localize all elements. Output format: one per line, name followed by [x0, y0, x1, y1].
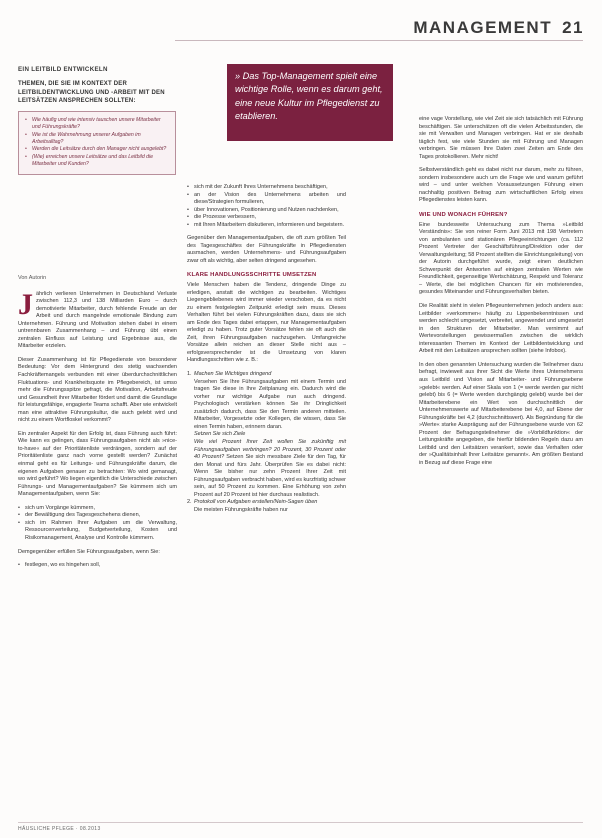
box-heading: THEMEN, DIE SIE IM KONTEXT DER LEITBILDENTWICKLUNG UND -ARBEIT MIT DEN LEITSÄTZEN ANSPRECHEN SOLLTEN:	[18, 81, 165, 105]
paragraph: Selbstverständlich geht es dabei nicht nur darum, mehr zu führen, sondern insbesondere auch um die Frage wie und warum geführt wird – und unter welchen Voraussetzungen Führung einen nachhaltig positiven Beitrag zum wirtschaftlichen Erfolg eines Pflegedienstes leisten kann.	[419, 167, 583, 204]
column-3	[419, 116, 583, 474]
paragraph: In den oben genannten Untersuchung wurden die Teilnehmer dazu befragt, inwieweit aus ihrer Sicht die Werte ihres Unternehmens aus Leitbild und Vision auf Mitarbeiter- und Führungsebene »gelebt« werden. Auf einer Skala von 1 (= werde werden gar nicht gelebt) bis 6 (= Werte werden durchgängig gelebt) wurde bei der Mitarbeiterebene ein Wert von durchschnittlich der Unternehmenswerte auf Mitarbeiterebene bei 4,0, auf Ebene der Führungskräfte bei 4,2 (durchschnittswert). Als Begründung für die »Werte« starke Ausprägung auf der Führungsebene wurde von 62 Prozent der Befragungsteilnehmer die »Vorbildfunktion« der Leitungskräfte angegeben, die hierfür bildenden Regeln dazu am Leitbild und den Leitsätzen verankert, sowie das Verhalten oder der »Qualitätsinhalt Ihrer Leitsätze genannt«. Am größten Bestand in Bezug auf diese Frage eine	[419, 361, 583, 466]
leadership-list	[18, 562, 177, 570]
info-box	[18, 66, 176, 175]
paragraph: Dieser Zusammenhang ist für Pflegedienste von besonderer Bedeutung: Vor dem Hintergrund des stetig wachsenden Fachkräftemangels verbunden mit einer überdurchschnittlichen Fluktuations- und Krankheitsquote im Pflegebereich, ist umso mehr die Führungsspitze gefragt, die Motivation, Arbeitsfreude und Gesundheit ihrer Mitarbeiter fördert und damit die Grundlage für leistungsfähige, engagierte Teams schafft. Aber wie entwickelt man eine attraktive Führungskultur, die auch gelebt wird und nicht zu einem Wortfloskel verkommt?	[18, 356, 177, 424]
paragraph: Demgegenüber erfüllen Sie Führungsaufgaben, wenn Sie:	[18, 548, 160, 555]
box-panel	[18, 111, 176, 175]
paragraph: eine vage Vorstellung, wie viel Zeit sie sich tatsächlich mit Führung beschäftigen. Sie unterschätzen oft die vielen Arbeitsstunden, die sie mit Verwalten und Managen verbringen. Hat er sie deshalb täglich fest, wie viele Stunden sie mit Führung und Managen verbringen. Sie müssen Ihre Daten zwei Zeiten am Ende des Tages protokollieren. Mehr nicht!	[419, 116, 583, 160]
paragraph: Die Realität sieht in vielen Pflegeunternehmen jedoch anders aus: Leitbilder »verkommen« häufig zu Lippenbekenntnissen und werden schlecht umgesetzt, verbreitet, angewendet und umgesetzt in den Strukturen der Mitarbeiter. Man vernimmt auf Wertevorstellungen gewissermaßen zwischen die wirklich interessanten Themen im Kontext der Leitbildentwicklung und Arbeit mit den Leitsätzen ansprechen sollten (siehe Infobox).	[419, 303, 583, 355]
box-item: • (Wie) erreichen unsere Leitsätze und das Leitbild die Mitarbeiter und Kunden?	[25, 154, 169, 169]
pull-quote: » Das Top-Management spielt eine wichtige Rolle, wenn es darum geht, eine neue Kultur im Pflegedienst zu etablieren.	[227, 64, 393, 141]
drop-cap: J	[18, 287, 33, 321]
box-item: • Wie häufig und wie intensiv tauschen unsere Mitarbeiter und Führungskräfte?	[25, 117, 169, 132]
list-item: • mit Ihren Mitarbeitern diskutieren, informieren und begeistern.	[187, 222, 346, 230]
section-title: MANAGEMENT	[413, 18, 553, 37]
footer-rule	[18, 822, 583, 823]
subheading: KLARE HANDLUNGSSCHRITTE UMSETZEN	[187, 272, 317, 279]
paragraph: Eine bundesweite Untersuchung zum Thema »Leitbild Verständnis«: Sie von reiner Form Juni 2013 mit 198 Vertretern von ambulanten und stationären Pflegeeinrichtungen (ca. 112 Prozent Vertreter der Geschäftsführung/Direktion oder der Verwaltungsleitung; 58 Prozent stellten die Einrichtungsleitung) von der Autorin durchgeführt wurde, zeigt einen deutlichen Schwerpunkt der Antworten auf einigen zentralen Werten wie Freundlichkeit, gegenseitige Wertschätzung, Respekt und Toleranz – Werte, die bei möglichen Chancen für ein motivierendes, gesundes Miteinander und Führungsverhalten bieten.	[419, 221, 583, 296]
footer: HÄUSLICHE PFLEGE · 08.2013	[18, 826, 101, 832]
list-item: • der Bewältigung des Tagesgeschehens dienen,	[18, 512, 177, 520]
step-item: 2. Protokoll von Aufgaben erstellen/Nein-Sagen üben Die meisten Führungskräfte haben nur	[187, 499, 318, 513]
list-item: • sich mit der Zukunft Ihres Unternehmens beschäftigen,	[187, 184, 346, 192]
page-number: 21	[562, 18, 584, 37]
byline: Von Autorin	[18, 275, 47, 281]
step-item: 1. Machen Sie Wichtiges dringend Versehen Sie Ihre Führungsaufgaben mit einem Termin und tragen Sie diese in Ihre Zeitplanung ein. Dadurch wird die vorher nur wichtige Aufgabe nun auch dringend. Psychologisch verstärken können Sie ihr Dringlichkeit zusätzlich dadurch, dass Sie den Termin anderen mitteilen. Mitarbeiter, Vorgesetzte oder Kollegen, die wissen, dass Sie einen Termin haben, erinnern daran. Setzen Sie sich Ziele Wie viel Prozent Ihrer Zeit wollen Sie zukünftig mit Führungsaufgaben verbringen? 20 Prozent, 30 Prozent oder 40 Prozent? Setzen Sie sich messbare Ziele für den Tag, für den Monat und fürs Jahr. Überprüfen Sie es dabei nicht: Wenn Sie bisher nur zehn Prozent Ihrer Zeit mit Führungsaufgaben verbracht haben, wird es kurzfristig schwer sein, auf 50 Prozent zu kommen. Eine Erhöhung von zehn Prozent auf 20 Prozent ist hier durchaus realistisch.	[187, 371, 346, 498]
box-item: • Werden die Leitsätze durch den Manager nicht ausgelebt?	[25, 146, 169, 153]
list-item: • festlegen, wo es hingehen soll,	[18, 562, 177, 570]
list-item: • sich im Rahmen Ihrer Aufgaben um die Verwaltung, Ressourcenverteilung, Budgetverteilung, Kosten und Risikomanagement, Analyse und Kontrolle kümmern.	[18, 520, 177, 543]
column-2	[187, 184, 346, 520]
column-1	[18, 275, 177, 576]
list-item: • an der Vision des Unternehmens arbeiten und diese/Strategien formulieren,	[187, 192, 346, 207]
list-item: • sich um Vorgänge kümmern,	[18, 505, 177, 513]
running-header	[413, 18, 584, 38]
paragraph: Viele Menschen haben die Tendenz, dringende Dinge zu erledigen, anstatt die wichtigen zu bearbeiten. Wichtiges Liegengebliebenes wird immer wieder verschoben, da es nicht zu einem festgelegten Zeitpunkt erledigt sein muss. Dieses Verhalten führt bei vielen Führungskräften dazu, dass sie sich am Ende des Tages dabei ertappen, nur Managementaufgaben erledigt zu haben. Trotz guter Vorsätze fehlen sie oft auch die Zeit, ihren Führungsaufgaben nachzugehen. Umfangreiche Vorsätze allein reichen an dieser Stelle nicht aus – erfolgsversprechender ist die Umsetzung von klaren Handlungsschritten wie z. B.:	[187, 282, 346, 364]
leadership-list-cont	[187, 184, 346, 229]
paragraph: Gegenüber den Managementaufgaben, die oft zum größten Teil des Tagesgeschäftes der Führungskräfte in Pflegediensten ausmachen, werden Unternehmens- und Führungsaufgaben zwar oft als wichtig, aber selten dringend angesehen.	[187, 235, 346, 264]
paragraph: Ein zentraler Aspekt für den Erfolg ist, dass Führung auch führt: Wie kann es gelingen, dass Führungsaufgaben nicht als »nice-to-have« auf der Prioritätenliste verdrängen, sondern auf der Prioritätenliste ganz nach vorne gestellt werden? Zunächst einmal geht es für Leitungs- und Führungskräfte darum, die eigenen Aufgaben genauer zu betrachten: Wo wird gemanagt, wo wird geführt? Wo liegen eigentlich die Unterschiede zwischen Führungs- und Managementaufgaben? Sie kümmern sich um Managementaufgaben, wenn Sie:	[18, 430, 177, 498]
box-item: • Wie ist die Wahrnehmung unserer Aufgaben im Arbeitsalltag?	[25, 132, 169, 147]
subheading: WIE UND WONACH FÜHREN?	[419, 212, 508, 219]
intro-paragraph: Jährlich verlieren Unternehmen in Deutschland Verluste zwischen 112,3 und 138 Milliarden Euro – durch demotivierte Mitarbeiter, durch fehlende Freude an der Arbeit und durch mangelnde emotionale Bindung zum Unternehmen. Führung und Motivation stehen dabei in einem untrennbaren Zusammenhang – und Führung übt einen zentralen Einfluss auf Leistung und Ergebnisse aus, die Mitarbeiter erzielen.	[18, 287, 177, 350]
list-item: • über Innovationen, Positionierung und Nutzen nachdenken,	[187, 207, 346, 215]
box-kicker: EIN LEITBILD ENTWICKELN	[18, 66, 108, 73]
list-item: • die Prozesse verbessern,	[187, 214, 346, 222]
header-rule	[175, 40, 583, 41]
management-list	[18, 505, 177, 543]
steps-list	[187, 371, 346, 514]
